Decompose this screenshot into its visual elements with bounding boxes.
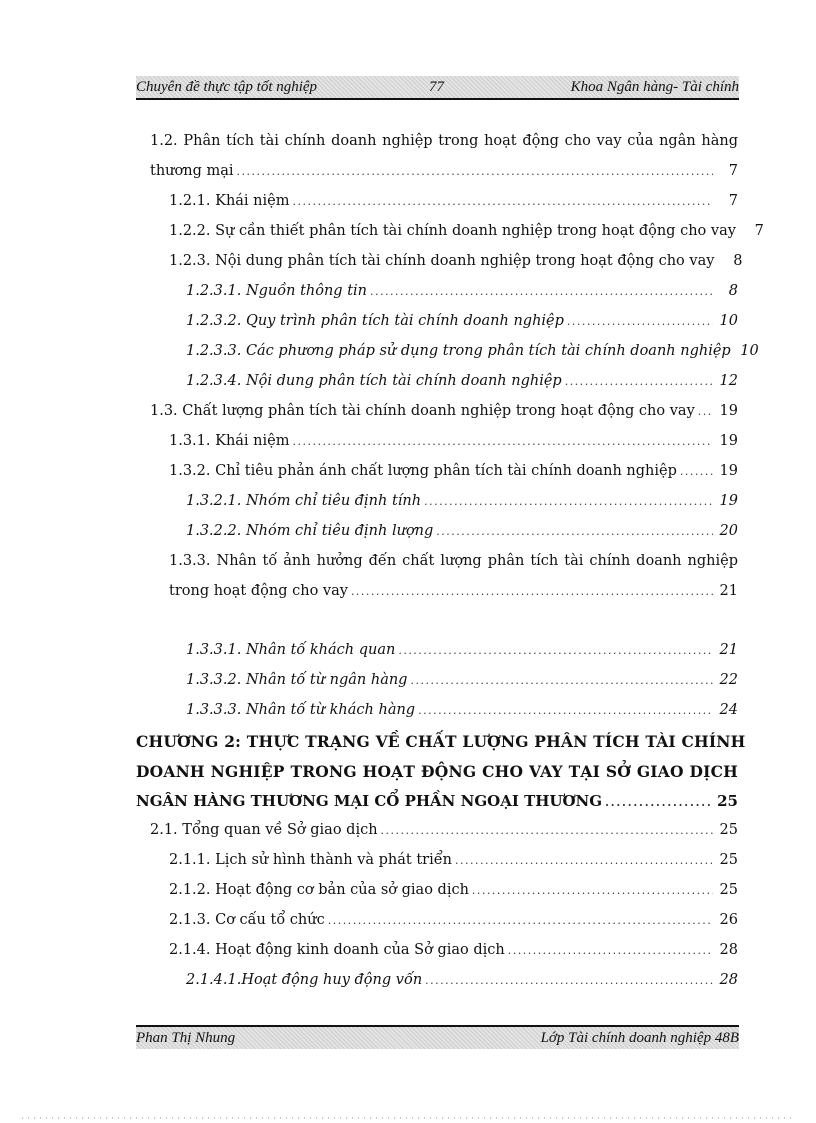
toc-entry-1-3-3[interactable] (169, 583, 738, 599)
toc-entry-label: 2.1.3. Cơ cấu tổ chức (169, 912, 325, 928)
page-number: 77 (429, 79, 444, 95)
toc-entry-1-3-3-3[interactable] (186, 702, 738, 718)
toc-leader-dots (424, 495, 713, 508)
toc-entry-2-1[interactable] (150, 822, 738, 838)
toc-leader-dots (418, 704, 713, 717)
toc-entry-1-2-3-1[interactable] (186, 283, 738, 299)
toc-entry-label: NGÂN HÀNG THƯƠNG MẠI CỔ PHẦN NGOẠI THƯƠNG (136, 792, 603, 810)
toc-page-number: 19 (719, 403, 738, 419)
toc-page-number: 25 (719, 822, 738, 838)
toc-leader-dots (381, 824, 713, 837)
header-department: Khoa Ngân hàng- Tài chính (570, 79, 739, 95)
footer-author: Phan Thị Nhung (136, 1030, 236, 1046)
toc-entry-1-2-line1: 1.2. Phân tích tài chính doanh nghiệp trong hoạt động cho vay của ngân hàng (150, 133, 738, 149)
toc-leader-dots (436, 525, 713, 538)
toc-leader-dots (425, 974, 713, 987)
toc-leader-dots (472, 884, 713, 897)
toc-entry-label: 1.3.2.2. Nhóm chỉ tiêu định lượng (186, 523, 434, 539)
toc-leader-dots (698, 405, 713, 418)
toc-entry-1-2-2[interactable] (169, 223, 764, 239)
toc-entry-chapter-2[interactable] (136, 792, 738, 810)
toc-page-number: 19 (719, 493, 738, 509)
toc-leader-dots (605, 796, 713, 809)
toc-entry-2-1-2[interactable] (169, 882, 738, 898)
toc-entry-label: 1.3. Chất lượng phân tích tài chính doanh nghiệp trong hoạt động cho vay (150, 403, 695, 419)
toc-leader-dots (567, 315, 713, 328)
toc-leader-dots (565, 375, 713, 388)
toc-entry-1-3-2-1[interactable] (186, 493, 738, 509)
toc-entry-label: 1.2.3.4. Nội dung phân tích tài chính doanh nghiệp (186, 373, 562, 389)
toc-entry-1-3-2[interactable] (169, 463, 738, 479)
toc-leader-dots (351, 585, 713, 598)
toc-entry-2-1-1[interactable] (169, 852, 738, 868)
toc-entry-label: 1.2.2. Sự cần thiết phân tích tài chính doanh nghiệp trong hoạt động cho vay (169, 223, 736, 239)
toc-page-number: 8 (728, 283, 738, 299)
toc-page-number: 12 (719, 373, 738, 389)
toc-leader-dots (508, 944, 713, 957)
header-title: Chuyên đề thực tập tốt nghiệp (136, 79, 318, 95)
toc-entry-label: trong hoạt động cho vay (169, 583, 348, 599)
toc-leader-dots (370, 285, 713, 298)
toc-entry-label: 2.1.4. Hoạt động kinh doanh của Sở giao dịch (169, 942, 505, 958)
toc-entry-label: 1.2.3. Nội dung phân tích tài chính doanh nghiệp trong hoạt động cho vay (169, 253, 715, 269)
toc-page-number: 24 (719, 702, 738, 718)
toc-entry-1-3-3-line1: 1.3.3. Nhân tố ảnh hưởng đến chất lượng phân tích tài chính doanh nghiệp (169, 553, 738, 569)
toc-leader-dots (292, 195, 713, 208)
toc-page-number: 10 (740, 343, 759, 359)
toc-page-number: 7 (728, 163, 738, 179)
toc-entry-label: 1.2.3.1. Nguồn thông tin (186, 283, 368, 299)
toc-page-number: 21 (719, 642, 738, 658)
toc-entry-1-3-1[interactable] (169, 433, 738, 449)
toc-entry-1-2-1[interactable] (169, 193, 738, 209)
toc-page-number: 25 (719, 882, 738, 898)
toc-entry-2-1-3[interactable] (169, 912, 738, 928)
toc-entry-2-1-4-1[interactable] (186, 972, 738, 988)
page-bottom-dotted-border (22, 1117, 792, 1119)
toc-entry-label: 1.3.2. Chỉ tiêu phản ánh chất lượng phân tích tài chính doanh nghiệp (169, 463, 677, 479)
toc-entry-1-3-3-2[interactable] (186, 672, 738, 688)
chapter-2-heading-line1: CHƯƠNG 2: THỰC TRẠNG VỀ CHẤT LƯỢNG PHÂN TÍCH TÀI CHÍNH (136, 732, 746, 751)
chapter-2-heading-line2: DOANH NGHIỆP TRONG HOẠT ĐỘNG CHO VAY TẠI SỞ GIAO DỊCH (136, 762, 738, 781)
toc-entry-label: 1.2.3.2. Quy trình phân tích tài chính doanh nghiệp (186, 313, 564, 329)
toc-leader-dots (410, 674, 713, 687)
toc-entry-label: 1.2.3.3. Các phương pháp sử dụng trong phân tích tài chính doanh nghiệp (186, 343, 731, 359)
toc-entry-label: 2.1.2. Hoạt động cơ bản của sở giao dịch (169, 882, 469, 898)
toc-entry-label: 2.1.4.1.Hoạt động huy động vốn (186, 972, 423, 988)
toc-entry-label: 1.2.1. Khái niệm (169, 193, 290, 209)
toc-entry-1-2-3-2[interactable] (186, 313, 738, 329)
toc-entry-label: thương mại (150, 163, 234, 179)
toc-entry-label: 1.3.3.3. Nhân tố từ khách hàng (186, 702, 416, 718)
toc-page-number: 8 (733, 253, 743, 269)
toc-entry-1-3[interactable] (150, 403, 738, 419)
toc-entry-1-2-3[interactable] (169, 253, 743, 269)
toc-entry-1-3-2-2[interactable] (186, 523, 738, 539)
toc-page-number: 28 (719, 942, 738, 958)
toc-page-number: 25 (719, 852, 738, 868)
toc-page-number: 26 (719, 912, 738, 928)
footer-class: Lớp Tài chính doanh nghiệp 48B (540, 1030, 739, 1046)
toc-page-number: 20 (719, 523, 738, 539)
toc-page-number: 19 (719, 433, 738, 449)
toc-page-number: 7 (754, 223, 764, 239)
toc-entry-1-2-3-4[interactable] (186, 373, 738, 389)
toc-entry-1-3-3-1[interactable] (186, 642, 738, 658)
toc-leader-dots (292, 435, 713, 448)
toc-entry-2-1-4[interactable] (169, 942, 738, 958)
toc-leader-dots (680, 465, 713, 478)
toc-leader-dots (237, 165, 714, 178)
toc-page-number: 10 (719, 313, 738, 329)
toc-leader-dots (398, 644, 713, 657)
toc-page-number: 19 (719, 463, 738, 479)
toc-page-number: 28 (719, 972, 738, 988)
toc-leader-dots (455, 854, 713, 867)
toc-entry-label: 2.1.1. Lịch sử hình thành và phát triển (169, 852, 452, 868)
toc-page-number: 7 (728, 193, 738, 209)
toc-entry-label: 1.3.1. Khái niệm (169, 433, 290, 449)
toc-page-number: 21 (719, 583, 738, 599)
toc-page-number: 25 (717, 792, 738, 810)
toc-entry-label: 1.3.2.1. Nhóm chỉ tiêu định tính (186, 493, 422, 509)
toc-page-number: 22 (719, 672, 738, 688)
toc-entry-1-2[interactable] (150, 163, 738, 179)
toc-leader-dots (328, 914, 713, 927)
toc-entry-label: 2.1. Tổng quan về Sở giao dịch (150, 822, 378, 838)
toc-entry-label: 1.3.3.1. Nhân tố khách quan (186, 642, 396, 658)
page-footer (136, 1025, 739, 1049)
toc-entry-label: 1.3.3.2. Nhân tố từ ngân hàng (186, 672, 408, 688)
toc-entry-1-2-3-3[interactable] (186, 343, 759, 359)
